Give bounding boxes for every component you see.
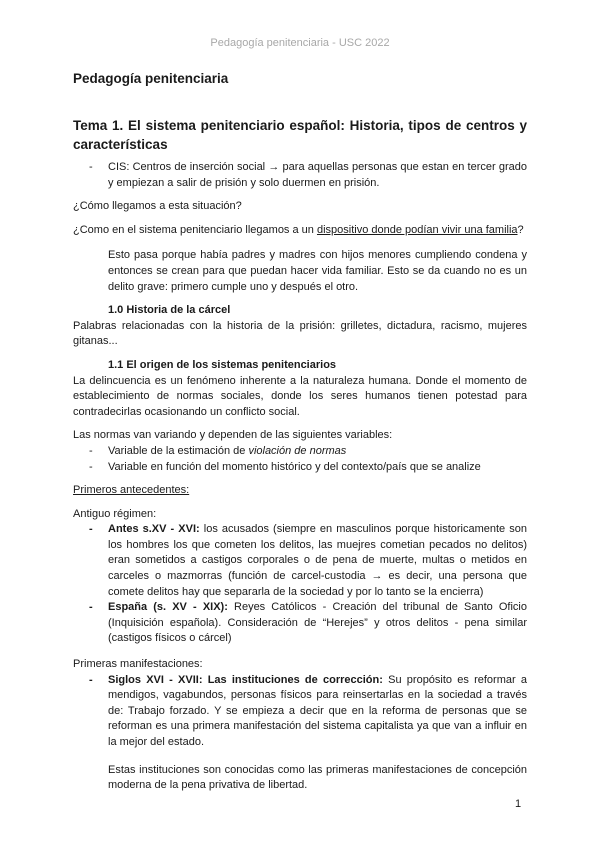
cis-text: CIS: Centros de inserción social → para aquellas personas que estan en tercer grado y empiezan a salir de prisión y solo duermen en prisión. <box>108 161 527 189</box>
antiguo-regimen-label: Antiguo régimen: <box>73 507 157 520</box>
list-item: - Variable de la estimación de violación de normas <box>73 444 527 460</box>
italic-term: violación de normas <box>248 444 347 457</box>
document-title: Pedagogía penitenciaria <box>73 71 229 86</box>
question-2: ¿Como en el sistema penitenciario llegamos a un dispositivo donde podían vivir una familia? <box>73 223 524 236</box>
primeras-manifestaciones-label: Primeras manifestaciones: <box>73 658 203 671</box>
list-item: - España (s. XV - XIX): Reyes Católicos - Creación del tribunal de Santo Oficio (Inquisición española). Consideración de “Herejes” y otros delitos - pena similar (castigos físicos o cárcel) <box>89 601 527 645</box>
primeros-antecedentes-heading: Primeros antecedentes: <box>73 484 190 497</box>
explanation-paragraph: Esto pasa porque había padres y madres con hijos menores cumpliendo condena y entonces se crean para que puedan hacer vida familiar. Esto se da cuando no es un delito grave: primero cumple uno y después el otro. <box>108 249 527 293</box>
section-1-1-text: La delincuencia es un fenómeno inherente a la naturaleza humana. Donde el momento de establecimiento de normas sociales, donde los seres humanos tienen potestad para contradecirlas ocasionando un conflicto social. <box>73 374 527 418</box>
underlined-phrase: dispositivo donde podían vivir una familia <box>316 223 518 236</box>
bullet-dash: - <box>89 444 93 457</box>
tema-title: Tema 1. El sistema penitenciario español: Historia, tipos de centros y características <box>73 118 527 152</box>
list-item: - Siglos XVI - XVII: Las instituciones de corrección: Su propósito es reformar a mendigos, vagabundos, personas físicos para reinsertarlas en la sociedad a través de: Trabajo forzado. Y se empieza a decir que en la reforma de personas que se reforman es una primera manifestación del sistema capitalista ya que van a influir en la mejor del estado. <box>89 673 527 748</box>
bullet-dash: - <box>89 601 93 614</box>
variables-intro: Las normas van variando y dependen de las siguientes variables: <box>73 429 393 442</box>
section-heading-1-0: 1.0 Historia de la cárcel <box>108 304 231 317</box>
bullet-dash: - <box>89 523 93 536</box>
question-1: ¿Cómo llegamos a esta situación? <box>73 200 242 213</box>
page-number: 1 <box>515 798 522 810</box>
manifestaciones-list <box>73 673 527 751</box>
section-heading-1-1: 1.1 El origen de los sistemas penitenciarios <box>108 358 337 371</box>
antiguo-regimen-list <box>73 522 527 647</box>
section-1-0-text: Palabras relacionadas con la historia de la prisión: grilletes, dictadura, racismo, mujeres gitanas... <box>73 319 527 348</box>
bullet-dash: - <box>89 460 93 473</box>
variables-list <box>73 444 527 475</box>
cis-list <box>73 160 527 191</box>
bullet-dash: - <box>89 161 93 173</box>
list-item: - Variable en función del momento histórico y del contexto/país que se analize <box>73 460 527 476</box>
instituciones-paragraph: Estas instituciones son conocidas como las primeras manifestaciones de concepción moderna de la pena privativa de libertad. <box>108 763 527 792</box>
list-item <box>73 160 527 191</box>
list-item: - Antes s.XV - XVI: los acusados (siempre en masculinos porque historicamente son los hombres los que cometen los delitos, las muejres cometian pecados no delitos) eran sometidos a castigos corporales o de pena de muerte, multas o metidos en carceles o mazmorras (función de carcel-custodia → es decir, una persona que comete delitos hay que separarla de la sociedad y por lo tanto se la encierra) <box>89 523 527 598</box>
bullet-dash: - <box>89 673 93 686</box>
running-header: Pedagogía penitenciaria - USC 2022 <box>210 37 390 49</box>
document-body <box>73 70 527 794</box>
